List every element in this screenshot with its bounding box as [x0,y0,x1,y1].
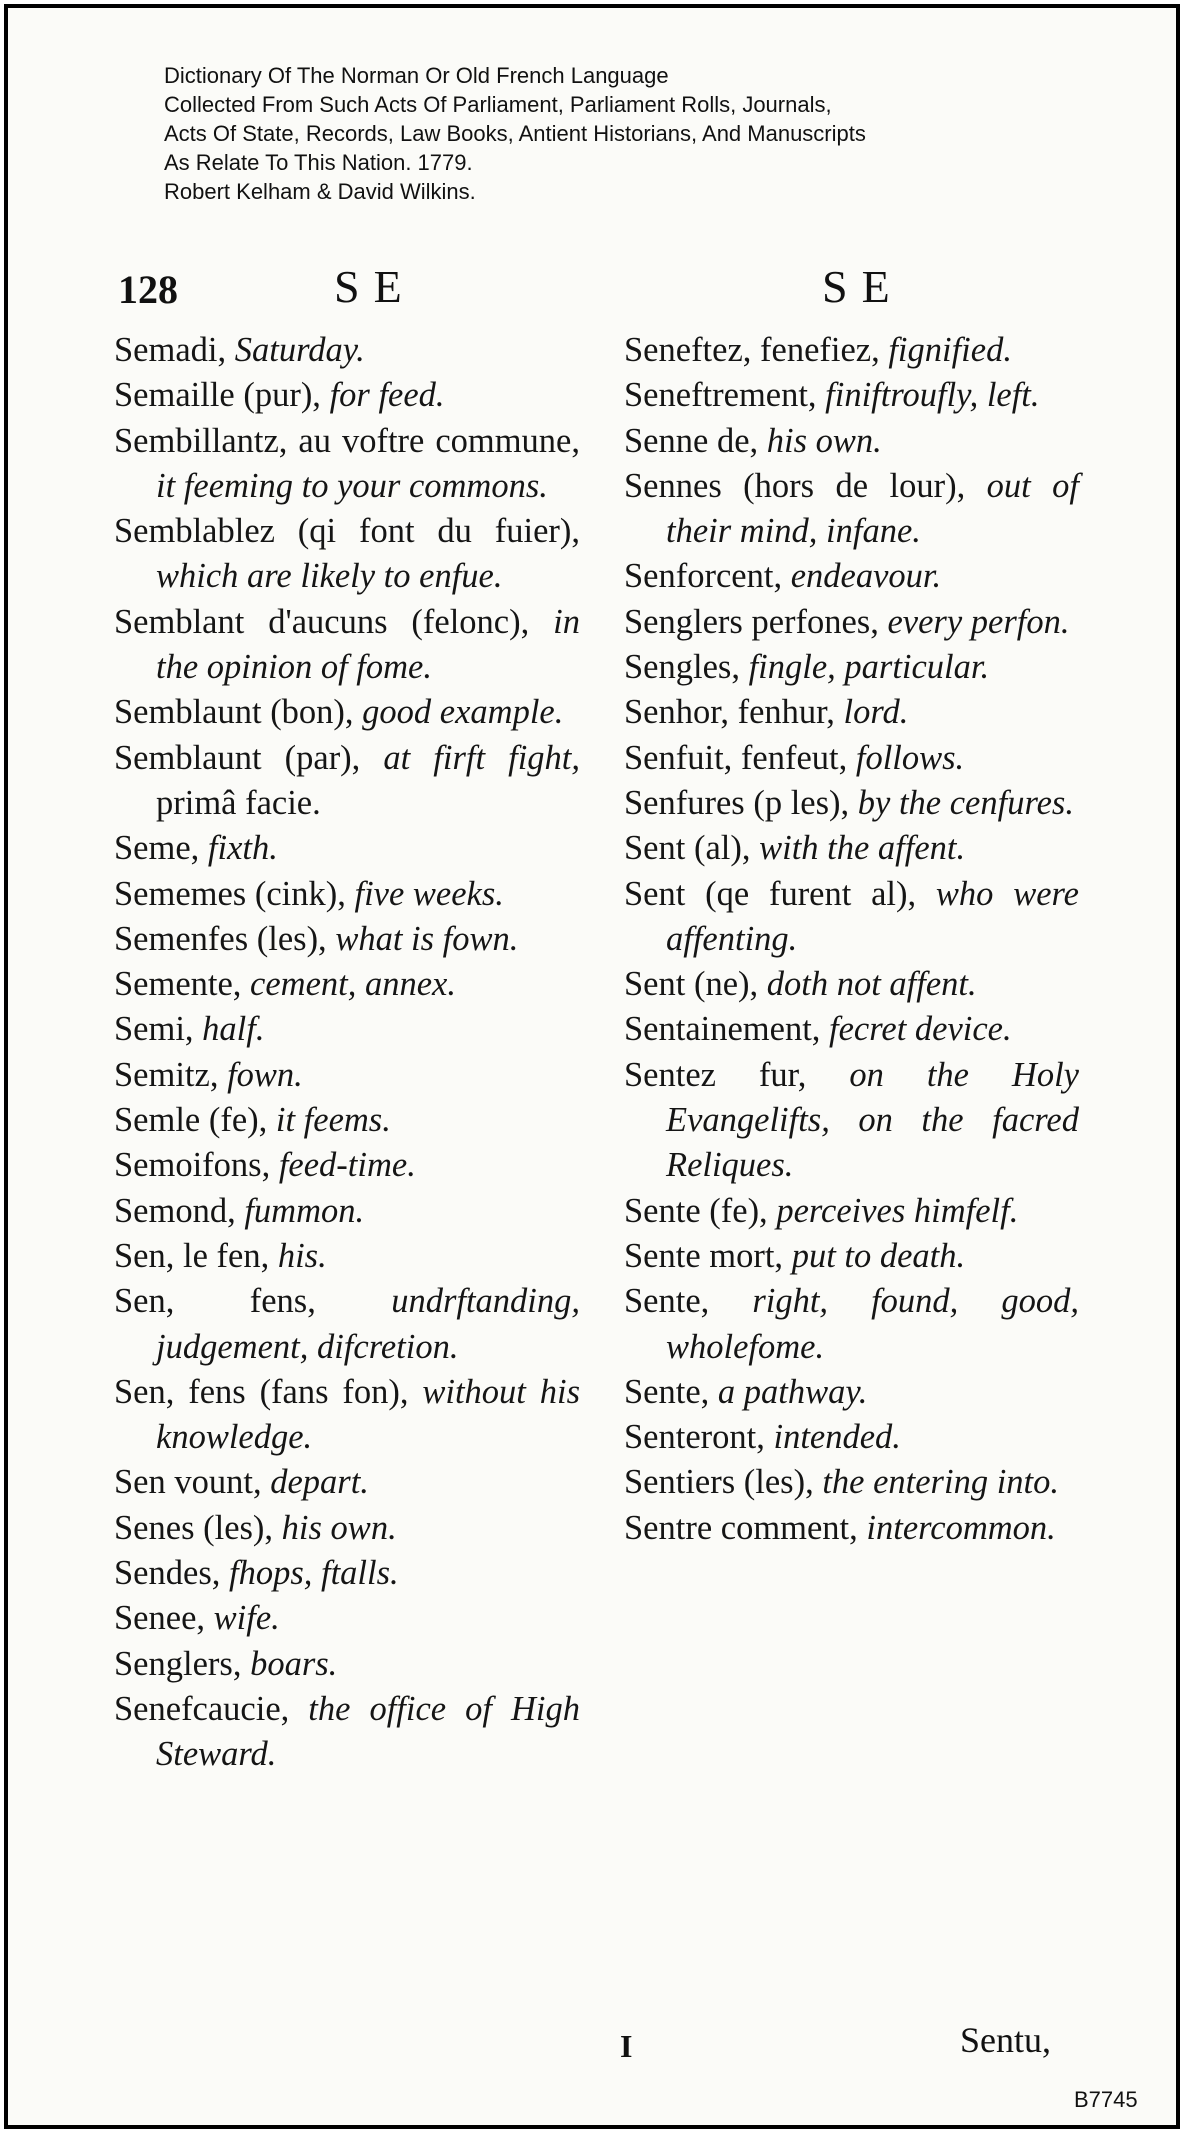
entry-headword: Semenfes (les), [114,919,336,958]
entry-definition: fummon. [244,1191,365,1230]
entry-definition: his own. [281,1508,397,1547]
entry-definition: finiftroufly, left. [825,376,1040,415]
entry-headword: Semond, [114,1191,245,1230]
entry-headword: Sentez fur, [624,1055,850,1094]
entry-headword: Sen, le fen, [114,1236,278,1275]
dictionary-entry [114,736,580,827]
entry-definition: wife. [213,1599,280,1638]
dictionary-entry [114,1234,580,1279]
dictionary-entry [624,1506,1079,1551]
entry-definition: feed-time. [278,1146,416,1185]
entry-definition: five weeks. [354,874,504,913]
entry-headword: Senne de, [624,421,767,460]
entry-headword: Sengles, [624,648,749,687]
dictionary-entry [624,872,1079,963]
dictionary-entry [114,1551,580,1596]
entry-definition: who were affenting. [666,874,1079,958]
dictionary-entry [624,1234,1079,1279]
dictionary-entry [624,962,1079,1007]
document-header [164,61,866,206]
entry-definition: out of their mind, infane. [666,466,1079,551]
entry-definition: every perfon. [887,602,1070,641]
entry-definition: intercommon. [866,1508,1056,1547]
header-line: Acts Of State, Records, Law Books, Antient Historians, And Manuscripts [164,121,866,146]
entry-headword: Semblablez (qi font du fuier), [114,512,580,551]
entry-headword: Sennes (hors de lour), [624,466,987,505]
entry-headword: Senfures (p les), [624,783,858,822]
entry-headword: Senfuit, fenfeut, [624,738,856,777]
header-line: Dictionary Of The Norman Or Old French Language [164,63,669,88]
entry-definition: his. [277,1236,327,1275]
entry-headword: Sent (qe furent al), [624,874,936,913]
header-line: Robert Kelham & David Wilkins. [164,179,476,204]
entry-headword: Sent (ne), [624,965,767,1004]
dictionary-entry [114,962,580,1007]
entry-definition: half. [202,1010,265,1049]
document-page [4,4,1180,2129]
dictionary-entry [114,600,580,691]
entry-headword: Sen, fens (fans fon), [114,1372,423,1411]
entry-definition: fignified. [888,331,1012,369]
dictionary-entry [624,826,1079,871]
dictionary-entry [114,419,580,510]
entry-definition: follows. [855,738,965,777]
entry-headword: Sembillantz, au voftre commune, [114,421,580,460]
entry-headword: Senes (les), [114,1508,282,1547]
running-head-left: SE [334,261,416,312]
entry-definition: for feed. [329,376,445,415]
dictionary-entry [624,554,1079,599]
entry-headword: Senglers perfones, [624,602,888,641]
dictionary-entry [624,736,1079,781]
dictionary-entry [624,373,1079,418]
entry-definition: in the opinion of fome. [156,602,580,687]
entry-definition: the office of High Steward. [156,1689,580,1774]
entry-definition: fown. [227,1055,303,1094]
dictionary-entry [114,1053,580,1098]
dictionary-entry [624,328,1079,373]
entry-definition-tail: primâ facie. [156,783,321,822]
entry-headword: Sente, [624,1372,718,1411]
dictionary-entry [624,1460,1079,1505]
entry-headword: Semente, [114,965,251,1004]
entry-definition: cement, annex. [250,965,456,1004]
entry-definition: it feeming to your commons. [156,466,548,505]
entry-definition: on the Holy Evangelifts, on the facred Reliques. [666,1055,1079,1185]
entry-headword: Sememes (cink), [114,874,355,913]
entry-headword: Semblaunt (par), [114,738,384,777]
dictionary-entry [114,509,580,600]
entry-definition: intended. [773,1418,901,1457]
dictionary-entry [114,1279,580,1370]
entry-definition: at firft fight, [383,738,580,777]
entry-headword: Seneftez, fenefiez, [624,331,889,369]
dictionary-entry [114,1687,580,1778]
entry-headword: Semi, [114,1010,203,1049]
dictionary-entry [114,690,580,735]
entry-headword: Senteront, [624,1418,774,1457]
entry-definition: what is fown. [335,919,519,958]
entry-definition: with the affent. [759,829,966,868]
dictionary-entry [114,328,580,373]
header-line: As Relate To This Nation. 1779. [164,150,473,175]
entry-headword: Sentiers (les), [624,1463,823,1502]
entry-definition: by the cenfures. [857,783,1074,822]
signature-mark: I [620,2028,633,2064]
entry-definition: which are likely to enfue. [156,557,503,596]
entry-headword: Sente, [624,1282,753,1321]
dictionary-entry [624,1189,1079,1234]
dictionary-entry [114,917,580,962]
page-number: 128 [118,267,178,312]
dictionary-entry [624,1007,1079,1052]
entry-headword: Senee, [114,1599,214,1638]
entry-definition: fhops, ftalls. [229,1554,399,1593]
dictionary-entry [624,645,1079,690]
left-column [114,328,580,1778]
dictionary-entry [624,464,1079,555]
catalog-code: B7745 [1074,2087,1138,2112]
entry-definition: undrftanding, judgement, difcretion. [156,1282,580,1366]
entry-headword: Senhor, fenhur, [624,693,844,732]
entry-headword: Senglers, [114,1644,251,1683]
entry-headword: Semblant d'aucuns (felonc), [114,602,554,641]
entry-headword: Semle (fe), [114,1101,276,1140]
dictionary-entry [114,1143,580,1188]
entry-headword: Seme, [114,829,208,868]
dictionary-entry [114,1189,580,1234]
entry-headword: Sen, fens, [114,1282,392,1321]
entry-definition: doth not affent. [766,965,977,1004]
dictionary-entry [114,1098,580,1143]
entry-definition: fingle, particular. [748,648,990,687]
header-line: Collected From Such Acts Of Parliament, Parliament Rolls, Journals, [164,92,832,117]
catchword: Sentu, [960,2020,1052,2060]
entry-headword: Sendes, [114,1554,229,1593]
dictionary-entry [114,1642,580,1687]
entry-definition: put to death. [791,1236,966,1275]
dictionary-entry [624,600,1079,645]
entry-headword: Semoifons, [114,1146,279,1185]
entry-definition: right, found, good, wholefome. [666,1282,1079,1366]
entry-definition: it feems. [275,1101,391,1140]
entry-headword: Sent (al), [624,829,760,868]
dictionary-entry [114,1370,580,1461]
entry-headword: Semblaunt (bon), [114,693,363,732]
dictionary-entry [114,1596,580,1641]
entry-definition: without his knowledge. [156,1372,580,1457]
entry-definition: his own. [766,421,882,460]
dictionary-entry [114,373,580,418]
entry-headword: Seneftrement, [624,376,826,415]
entry-definition: good example. [362,693,564,732]
entry-headword: Sen vount, [114,1463,271,1502]
dictionary-entry [624,1415,1079,1460]
entry-definition: fixth. [207,829,278,868]
right-column [624,328,1079,1551]
dictionary-entry [114,1460,580,1505]
entry-headword: Semaille (pur), [114,376,330,415]
entry-headword: Sentre comment, [624,1508,867,1547]
dictionary-entry [624,1279,1079,1370]
entry-definition: the entering into. [822,1463,1059,1502]
entry-definition: boars. [250,1644,338,1683]
entry-headword: Sente (fe), [624,1191,777,1230]
entry-definition: fecret device. [829,1010,1012,1049]
entry-headword: Semitz, [114,1055,228,1094]
dictionary-entry [624,1370,1079,1415]
entry-headword: Sente mort, [624,1236,792,1275]
dictionary-entry [624,781,1079,826]
dictionary-entry [114,1506,580,1551]
entry-headword: Senforcent, [624,557,791,596]
entry-headword: Sentainement, [624,1010,830,1049]
entry-definition: depart. [270,1463,369,1502]
entry-definition: lord. [843,693,909,732]
entry-definition: Saturday. [234,331,365,369]
running-head-right: SE [822,261,904,312]
dictionary-entry [114,1007,580,1052]
dictionary-entry [114,826,580,871]
entry-headword: Semadi, [114,331,235,369]
dictionary-entry [624,419,1079,464]
dictionary-entry [624,1053,1079,1189]
entry-definition: endeavour. [790,557,942,596]
dictionary-entry [114,872,580,917]
entry-definition: a pathway. [717,1372,868,1411]
entry-headword: Senefcaucie, [114,1689,309,1728]
entry-definition: perceives himfelf. [776,1191,1019,1230]
dictionary-entry [624,690,1079,735]
